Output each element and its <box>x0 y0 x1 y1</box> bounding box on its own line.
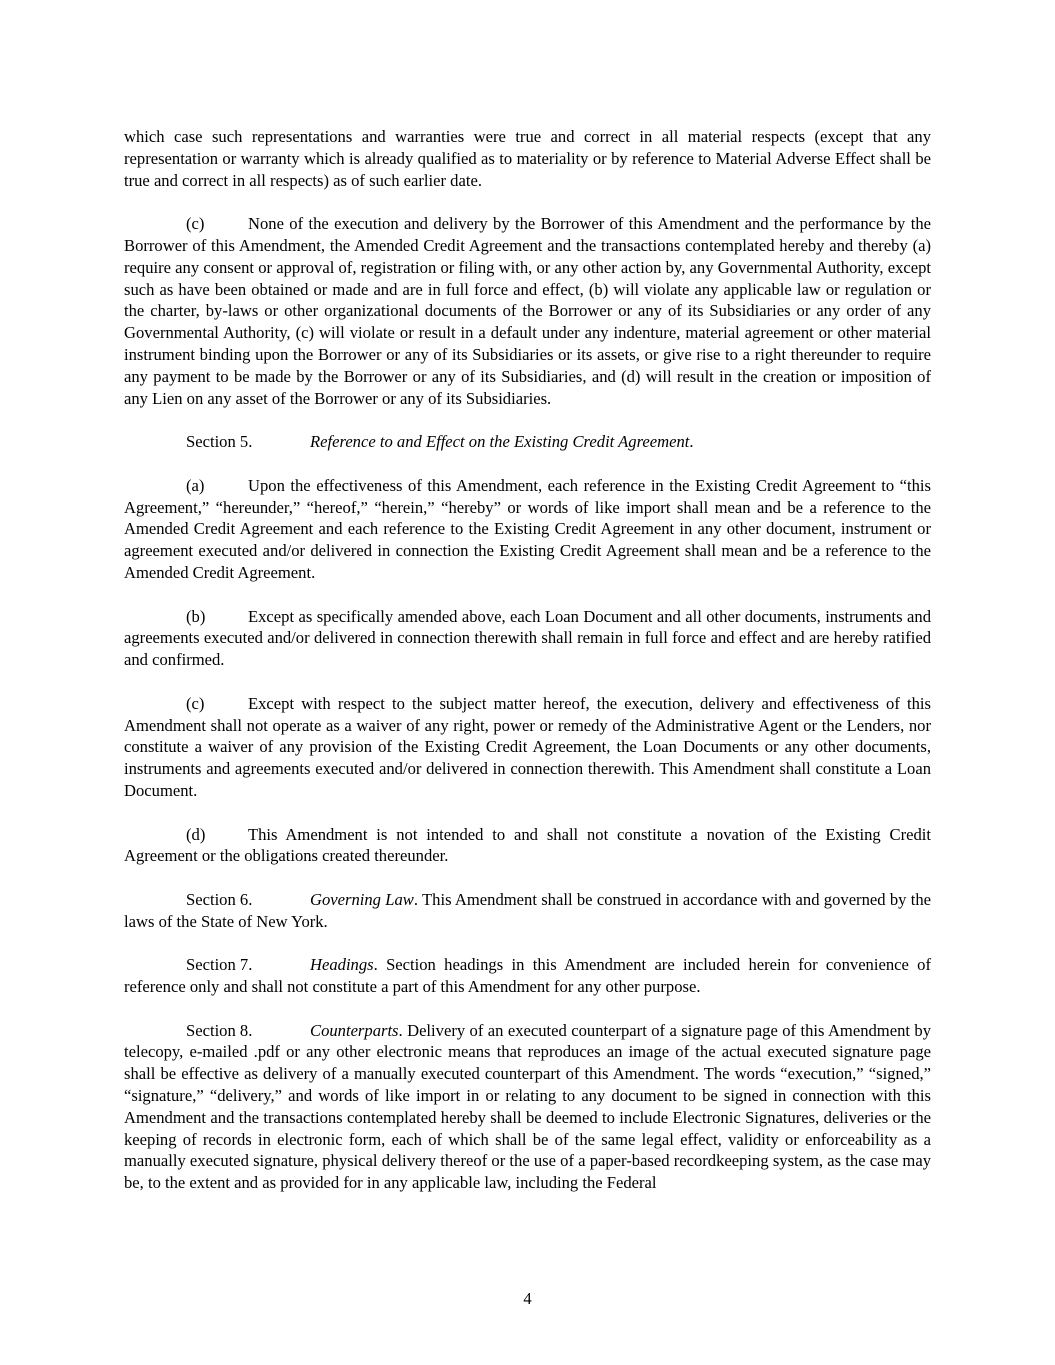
section-title: Reference to and Effect on the Existing Credit Agreement <box>310 432 690 452</box>
paragraph-continuation: which case such representations and warranties were true and correct in all material respects (except that any representation or warranty which is already qualified as to materiality or by reference to Material Adverse Effect shall be true and correct in all respects) as of such earlier date. <box>124 127 931 190</box>
clause-label: (a) <box>186 475 205 495</box>
section-text: . Section headings in this Amendment are included herein for convenience of reference only and shall not constitute a part of this Amendment for any other purpose. <box>124 955 931 997</box>
clause-text: None of the execution and delivery by the Borrower of this Amendment and the performance by the Borrower of this Amendment, the Amended Credit Agreement and the transactions contemplated hereby and thereby (a) require any consent or approval of, registration or filing with, or any other action by, any Governmental Authority, except such as have been obtained or made and are in full force and effect, (b) will violate any applicable law or regulation or the charter, by-laws or other organizational documents of the Borrower or any of its Subsidiaries or any order of any Governmental Authority, (c) will violate or result in a default under any indenture, material agreement or other material instrument binding upon the Borrower or any of its Subsidiaries or its assets, or give rise to a right thereunder to require any payment to be made by the Borrower or any of its Subsidiaries, and (d) will result in the creation or imposition of any Lien on any asset of the Borrower or any of its Subsidiaries. <box>124 214 931 408</box>
clause-text: Upon the effectiveness of this Amendment, each reference in the Existing Credit Agreement to “this Agreement,” “hereunder,” “hereof,” “herein,” “hereby” or words of like import shall mean and be a reference to the Amended Credit Agreement and each reference to the Existing Credit Agreement in any other document, instrument or agreement executed and/or delivered in connection the Existing Credit Agreement shall mean and be a reference to the Amended Credit Agreement. <box>124 475 931 582</box>
section-title: Headings <box>310 955 374 975</box>
section-6 <box>124 889 931 933</box>
document-body <box>124 126 931 1216</box>
section-label: Section 7. <box>186 955 253 975</box>
paragraph-5c <box>124 693 931 802</box>
clause-label: (c) <box>186 214 205 234</box>
clause-label: (c) <box>186 693 205 713</box>
paragraph-5a <box>124 475 931 584</box>
section-text: . Delivery of an executed counterpart of a signature page of this Amendment by telecopy, e-mailed .pdf or any other electronic means that reproduces an image of the actual executed signature page shall be effective as delivery of a manually executed counterpart of this Amendment. The words “execution,” “signed,” “signature,” “delivery,” and words of like import in or relating to any document to be signed in connection with this Amendment and the transactions contemplated hereby shall be deemed to include Electronic Signatures, deliveries or the keeping of records in electronic form, each of which shall be of the same legal effect, validity or enforceability as a manually executed signature, physical delivery thereof or the use of a paper-based recordkeeping system, as the case may be, to the extent and as provided for in any applicable law, including the Federal <box>124 1020 931 1193</box>
section-text: . This Amendment shall be construed in accordance with and governed by the laws of the State of New York. <box>124 889 932 931</box>
section-8 <box>124 1020 931 1194</box>
paragraph-5b <box>124 606 931 671</box>
section-title: Governing Law <box>310 889 414 909</box>
section-7 <box>124 954 931 998</box>
section-label: Section 5. <box>186 432 253 452</box>
clause-text: Except as specifically amended above, each Loan Document and all other documents, instruments and agreements executed and/or delivered in connection therewith shall remain in full force and effect and are hereby ratified and confirmed. <box>124 606 931 670</box>
clause-text: This Amendment is not intended to and shall not constitute a novation of the Existing Credit Agreement or the obligations created thereunder. <box>124 824 931 866</box>
section-label: Section 8. <box>186 1020 253 1040</box>
clause-label: (b) <box>186 606 206 626</box>
paragraph-4c <box>124 213 931 409</box>
paragraph-5d <box>124 824 931 868</box>
section-5-heading <box>124 431 931 453</box>
clause-text: Except with respect to the subject matter hereof, the execution, delivery and effectiveness of this Amendment shall not operate as a waiver of any right, power or remedy of the Administrative Agent or the Lenders, nor constitute a waiver of any provision of the Existing Credit Agreement, the Loan Documents or any other documents, instruments and agreements executed and/or delivered in connection therewith. This Amendment shall constitute a Loan Document. <box>124 693 931 800</box>
clause-label: (d) <box>186 824 206 844</box>
section-label: Section 6. <box>186 889 253 909</box>
section-text: . <box>689 432 694 452</box>
section-title: Counterparts <box>310 1020 399 1040</box>
page-number: 4 <box>523 1289 532 1308</box>
